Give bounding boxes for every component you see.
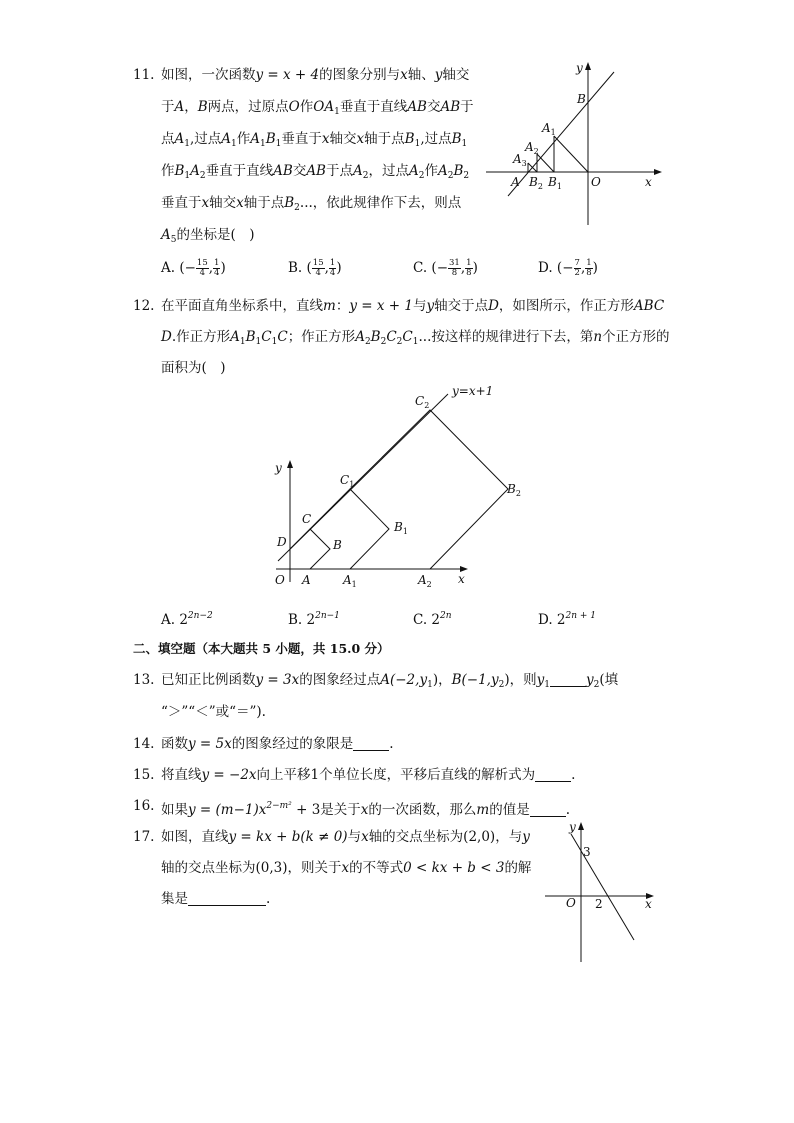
var: x xyxy=(321,131,330,147)
sub: 2 xyxy=(362,171,369,181)
var: C xyxy=(277,329,288,345)
text: 作 xyxy=(299,99,314,115)
sub: 2 xyxy=(364,337,371,347)
label: D. (− xyxy=(538,260,574,276)
text: 的图象分别与 xyxy=(319,67,401,83)
text: 已知正比例函数 xyxy=(161,672,256,688)
sub: 2 xyxy=(463,171,470,181)
text: 垂直于直线 xyxy=(339,99,408,115)
label: D. 2 xyxy=(538,612,566,628)
text: 垂直于 xyxy=(281,131,322,147)
var: B xyxy=(453,163,464,179)
label-o: O xyxy=(566,896,576,910)
sub: 1 xyxy=(461,139,468,149)
sub: 2 xyxy=(294,203,300,213)
var: B xyxy=(370,329,381,345)
var: B xyxy=(174,163,185,179)
sub: 5 xyxy=(170,235,177,245)
y-arrow xyxy=(585,62,591,70)
text: .作正方形 xyxy=(171,329,231,345)
var: AB xyxy=(440,99,461,115)
q17-figure xyxy=(540,816,664,968)
equation: y = x + 1 xyxy=(349,298,413,314)
sub: 2 xyxy=(424,401,430,410)
segment-b1a2 xyxy=(537,154,554,172)
label-y: y xyxy=(576,61,583,75)
q11-number: 11. xyxy=(133,67,155,83)
text: 交 xyxy=(292,163,307,179)
q11-option-b[interactable]: B. ( $\frac{15}{4}$ , $\frac{1}{4}$ ) xyxy=(288,258,342,278)
text: 作 xyxy=(236,131,251,147)
label-x: x xyxy=(645,175,652,189)
fraction xyxy=(312,259,325,278)
numerator: 1 xyxy=(466,258,472,268)
sub: 1 xyxy=(544,680,550,690)
numerator: 1 xyxy=(214,258,220,268)
numerator: 1 xyxy=(586,258,592,268)
numerator: 15 xyxy=(312,258,324,268)
label-c: C xyxy=(302,512,312,526)
label-y: y xyxy=(569,820,576,834)
var: m xyxy=(476,802,490,818)
text: 于 xyxy=(161,99,175,115)
label-a2 xyxy=(417,573,432,589)
paren: ) xyxy=(592,260,598,276)
text: 轴的交点坐标为(0,3)，则关于 xyxy=(161,860,342,876)
text: )，则 xyxy=(504,672,537,688)
numerator: 1 xyxy=(329,258,336,268)
paren: ) xyxy=(472,260,478,276)
q12-figure xyxy=(268,380,521,592)
c: C xyxy=(340,473,350,487)
fraction xyxy=(196,259,209,278)
text: 的图象经过的象限是 xyxy=(231,736,354,752)
text: 作 xyxy=(424,163,438,179)
text: 轴交 xyxy=(209,195,237,211)
text: + 3是关于 xyxy=(291,802,361,818)
denominator: 4 xyxy=(329,268,336,278)
label-d: D xyxy=(277,535,287,549)
segment-oa1 xyxy=(554,136,588,172)
q12-option-b[interactable] xyxy=(288,607,340,629)
text: 集是 xyxy=(161,891,188,907)
var: y xyxy=(586,672,594,688)
fraction xyxy=(465,259,472,278)
q14-number: 14. xyxy=(133,736,155,752)
sub: 3 xyxy=(521,159,527,168)
exponent: 2n−1 xyxy=(315,611,340,621)
var: C xyxy=(386,329,397,345)
q11-option-d[interactable]: D. (− $\frac{7}{2}$ , $\frac{1}{8}$ ) xyxy=(538,258,598,278)
text: ，过点 xyxy=(368,163,409,179)
label-c1 xyxy=(340,473,354,489)
sub: 1 xyxy=(260,139,266,149)
label-y: y xyxy=(275,461,282,475)
fraction xyxy=(448,259,461,278)
var: A xyxy=(174,131,185,147)
question-16 xyxy=(161,797,570,819)
sub: 1 xyxy=(275,139,282,149)
line-kx-b xyxy=(571,834,634,940)
q12-option-c[interactable] xyxy=(413,607,452,629)
q11-line-6 xyxy=(161,226,255,249)
exponent: 2n−2 xyxy=(187,611,213,621)
a: A xyxy=(542,121,551,135)
sub: 2 xyxy=(593,680,600,690)
var: D xyxy=(488,298,499,314)
x-arrow xyxy=(654,169,662,175)
inequality: 0 < kx + b < 3 xyxy=(403,860,505,876)
var: A xyxy=(250,131,261,147)
q17-line-1 xyxy=(161,828,530,846)
text: ，如图所示，作正方形 xyxy=(498,298,634,314)
answer-blank[interactable] xyxy=(535,767,571,782)
point: B(−1,y xyxy=(451,672,499,688)
text: ,过点 xyxy=(420,131,452,147)
text: 交 xyxy=(426,99,441,115)
var-y: y xyxy=(434,67,443,83)
var: D xyxy=(161,329,172,345)
text: . xyxy=(389,736,394,752)
paren: ) xyxy=(336,260,342,276)
label-2: 2 xyxy=(595,897,603,911)
text: 轴交于点 xyxy=(434,298,489,314)
sub: 1 xyxy=(184,139,190,149)
q13-number: 13. xyxy=(133,672,155,688)
sub: 2 xyxy=(515,489,521,498)
var: A xyxy=(190,163,200,179)
answer-blank[interactable] xyxy=(353,736,389,751)
q13-line-2: “＞”“＜”或“＝”). xyxy=(161,704,266,720)
label-b2 xyxy=(506,482,521,498)
label-a: A xyxy=(302,573,311,587)
sub: 2 xyxy=(426,580,432,589)
text: 与 xyxy=(347,829,362,845)
text: 的图象经过点 xyxy=(299,672,381,688)
q11-line-1 xyxy=(161,66,469,84)
sub: 2 xyxy=(537,182,543,191)
q12-line-2 xyxy=(161,328,670,351)
q12-option-d[interactable] xyxy=(538,607,596,629)
text: 的解 xyxy=(504,860,532,876)
label: C. 2 xyxy=(413,612,441,628)
text: 在平面直角坐标系中，直线 xyxy=(161,298,323,314)
var: A xyxy=(221,131,232,147)
var: A xyxy=(161,227,171,243)
text: ；作正方形 xyxy=(287,329,356,345)
exponent: 2−m² xyxy=(266,801,292,811)
var: B xyxy=(265,131,276,147)
var: n xyxy=(593,329,603,345)
text: 轴的交点坐标为(2,0)，与 xyxy=(368,829,523,845)
q11-figure xyxy=(480,58,670,233)
equation: y = −2x xyxy=(201,767,257,783)
sub: 2 xyxy=(498,680,505,690)
var: B xyxy=(197,99,208,115)
answer-blank[interactable] xyxy=(530,802,566,817)
label-o: O xyxy=(591,175,601,189)
b: B xyxy=(529,175,538,189)
equation: y = kx + b(k ≠ 0) xyxy=(228,829,348,845)
text: 的一次函数，那么 xyxy=(368,802,477,818)
q12-number: 12. xyxy=(133,298,155,314)
text: 如图，一次函数 xyxy=(161,67,256,83)
sub: 1 xyxy=(334,107,340,117)
text: 如果 xyxy=(161,802,188,818)
q12-line-3: 面积为( ) xyxy=(161,360,226,376)
sub: 1 xyxy=(550,128,556,137)
sub: 1 xyxy=(255,337,262,347)
sub: 1 xyxy=(556,182,562,191)
denominator: 2 xyxy=(574,268,580,278)
text: )， xyxy=(432,672,452,688)
sub: 2 xyxy=(380,337,387,347)
text: ： xyxy=(335,298,350,314)
sub: 1 xyxy=(184,171,191,181)
a: A xyxy=(343,573,352,587)
label: A. (− xyxy=(161,260,196,276)
sub: 1 xyxy=(239,337,246,347)
paren: ) xyxy=(220,260,226,276)
y-arrow xyxy=(578,822,584,830)
var: y xyxy=(522,829,530,845)
text: 轴、 xyxy=(407,67,435,83)
point: A(−2,y xyxy=(380,672,428,688)
label: B. ( xyxy=(288,260,312,276)
var: x xyxy=(341,860,350,876)
text: ...，依此规律作下去，则点 xyxy=(299,195,462,211)
b: B xyxy=(507,482,516,496)
var: x xyxy=(201,195,210,211)
text: 作 xyxy=(161,163,175,179)
b: B xyxy=(394,520,403,534)
denominator: 8 xyxy=(451,268,458,278)
label-a1 xyxy=(541,121,556,137)
text: 将直线 xyxy=(161,767,202,783)
sub: 1 xyxy=(231,139,237,149)
answer-blank[interactable] xyxy=(188,891,266,906)
q11-option-c[interactable]: C. (− $\frac{31}{8}$ , $\frac{1}{8}$ ) xyxy=(413,258,478,278)
var: C xyxy=(402,329,413,345)
equation: y = 3x xyxy=(255,672,300,688)
var: A xyxy=(174,99,185,115)
text: 轴交 xyxy=(442,67,470,83)
var: A xyxy=(352,163,363,179)
var: x xyxy=(361,829,369,845)
var: AB xyxy=(273,163,293,179)
exponent: 2n xyxy=(440,611,452,621)
a: A xyxy=(525,140,534,154)
section-heading: 二、填空题（本大题共 5 小题，共 15.0 分） xyxy=(133,641,390,656)
sub: 1 xyxy=(414,139,421,149)
text: 轴于点 xyxy=(243,195,285,211)
sub: 2 xyxy=(418,171,425,181)
denominator: 8 xyxy=(466,268,472,278)
answer-blank[interactable] xyxy=(550,672,586,687)
equation: y = 5x xyxy=(188,736,232,752)
label-3: 3 xyxy=(583,845,591,859)
q12-option-a[interactable] xyxy=(161,607,213,629)
label: B. 2 xyxy=(288,612,316,628)
label: C. (− xyxy=(413,260,449,276)
y-arrow xyxy=(287,460,293,468)
label-x: x xyxy=(645,897,652,911)
var: C xyxy=(261,329,272,345)
sub: 1 xyxy=(351,580,357,589)
label-a3 xyxy=(512,152,527,168)
fraction xyxy=(585,259,592,278)
sub: 2 xyxy=(199,171,206,181)
var: B xyxy=(451,131,462,147)
text: 如图，直线 xyxy=(161,829,229,845)
label-b1 xyxy=(393,520,408,536)
label-a: A xyxy=(511,175,520,189)
sub: 1 xyxy=(427,680,433,690)
sub: 2 xyxy=(447,171,454,181)
text: ,过点 xyxy=(189,131,222,147)
text: 轴交 xyxy=(329,131,357,147)
q17-line-3 xyxy=(161,890,270,908)
question-14 xyxy=(161,735,394,753)
sub: 1 xyxy=(412,337,419,347)
q11-option-a[interactable]: A. (− $\frac{15}{4}$ , $\frac{1}{4}$ ) xyxy=(161,258,226,278)
sub: 2 xyxy=(396,337,403,347)
var: AB xyxy=(407,99,427,115)
var: m xyxy=(323,298,336,314)
sub: 1 xyxy=(402,527,408,536)
numerator: 31 xyxy=(449,258,460,268)
text: 的不等式 xyxy=(349,860,404,876)
equation: y = (m−1)x xyxy=(188,802,267,818)
text: 轴于点 xyxy=(364,131,405,147)
square-abcd xyxy=(290,529,330,569)
label-line-eq: y=x+1 xyxy=(452,384,494,398)
q15-number: 15. xyxy=(133,767,155,783)
label-b1 xyxy=(547,175,562,191)
var: B xyxy=(404,131,415,147)
denominator: 4 xyxy=(315,268,321,278)
text: ， xyxy=(184,99,198,115)
label-o: O xyxy=(275,573,285,587)
denominator: 4 xyxy=(199,268,206,278)
sub: 1 xyxy=(349,480,355,489)
var: OA xyxy=(313,99,335,115)
var: B xyxy=(284,195,295,211)
b: B xyxy=(548,175,557,189)
text: 于点 xyxy=(325,163,353,179)
var: y xyxy=(536,672,545,688)
question-15 xyxy=(161,766,575,784)
text: 的坐标是( ) xyxy=(176,227,255,243)
q12-line-1 xyxy=(161,297,664,315)
label-b: B xyxy=(577,92,586,106)
fraction xyxy=(574,259,581,278)
text: 个正方形的 xyxy=(602,329,670,345)
q11-line-4 xyxy=(161,162,469,185)
numerator: 15 xyxy=(196,258,208,268)
var-x: x xyxy=(400,67,408,83)
text: 点 xyxy=(161,131,175,147)
var: x xyxy=(356,131,365,147)
var: AB xyxy=(306,163,326,179)
var: ABC xyxy=(633,298,665,314)
c: C xyxy=(415,394,425,408)
numerator: 7 xyxy=(574,258,580,268)
q11-line-2 xyxy=(161,98,474,121)
label-x: x xyxy=(458,572,465,586)
text: 与 xyxy=(412,298,427,314)
var: A xyxy=(437,163,448,179)
text: 垂直于直线 xyxy=(205,163,274,179)
text: . xyxy=(266,891,271,907)
var: O xyxy=(288,99,300,115)
q13-line-1 xyxy=(161,671,618,694)
label-a1 xyxy=(342,573,357,589)
text: 于 xyxy=(460,99,474,115)
text: 垂直于 xyxy=(161,195,202,211)
text: . xyxy=(565,802,571,818)
equation: y = x + 4 xyxy=(255,67,320,83)
q16-number: 16. xyxy=(133,798,155,814)
text: (填 xyxy=(599,672,619,688)
text: ...按这样的规律进行下去，第 xyxy=(418,329,594,345)
var: A xyxy=(230,329,240,345)
var: y xyxy=(426,298,435,314)
label: A. 2 xyxy=(161,612,188,628)
denominator: 4 xyxy=(214,268,220,278)
text: 向上平移1个单位长度，平移后直线的解析式为 xyxy=(256,767,536,783)
exponent: 2n + 1 xyxy=(565,611,597,621)
var: A xyxy=(408,163,419,179)
a: A xyxy=(513,152,522,166)
label-c2 xyxy=(415,394,429,410)
text: 函数 xyxy=(161,736,188,752)
q11-line-3 xyxy=(161,130,467,153)
a: A xyxy=(418,573,427,587)
text: 的值是 xyxy=(489,802,530,818)
var: B xyxy=(245,329,256,345)
q11-line-5 xyxy=(161,194,461,217)
q17-number: 17. xyxy=(133,829,155,845)
sub: 2 xyxy=(533,147,539,156)
var: x xyxy=(360,802,369,818)
var: A xyxy=(355,329,365,345)
sub: 1 xyxy=(271,337,278,347)
q17-line-2 xyxy=(161,859,531,877)
text: . xyxy=(571,767,576,783)
text: 两点，过原点 xyxy=(207,99,289,115)
denominator: 8 xyxy=(586,268,592,278)
var: x xyxy=(236,195,244,211)
label-b: B xyxy=(333,538,342,552)
label-a2 xyxy=(524,140,539,156)
label-b2 xyxy=(528,175,543,191)
